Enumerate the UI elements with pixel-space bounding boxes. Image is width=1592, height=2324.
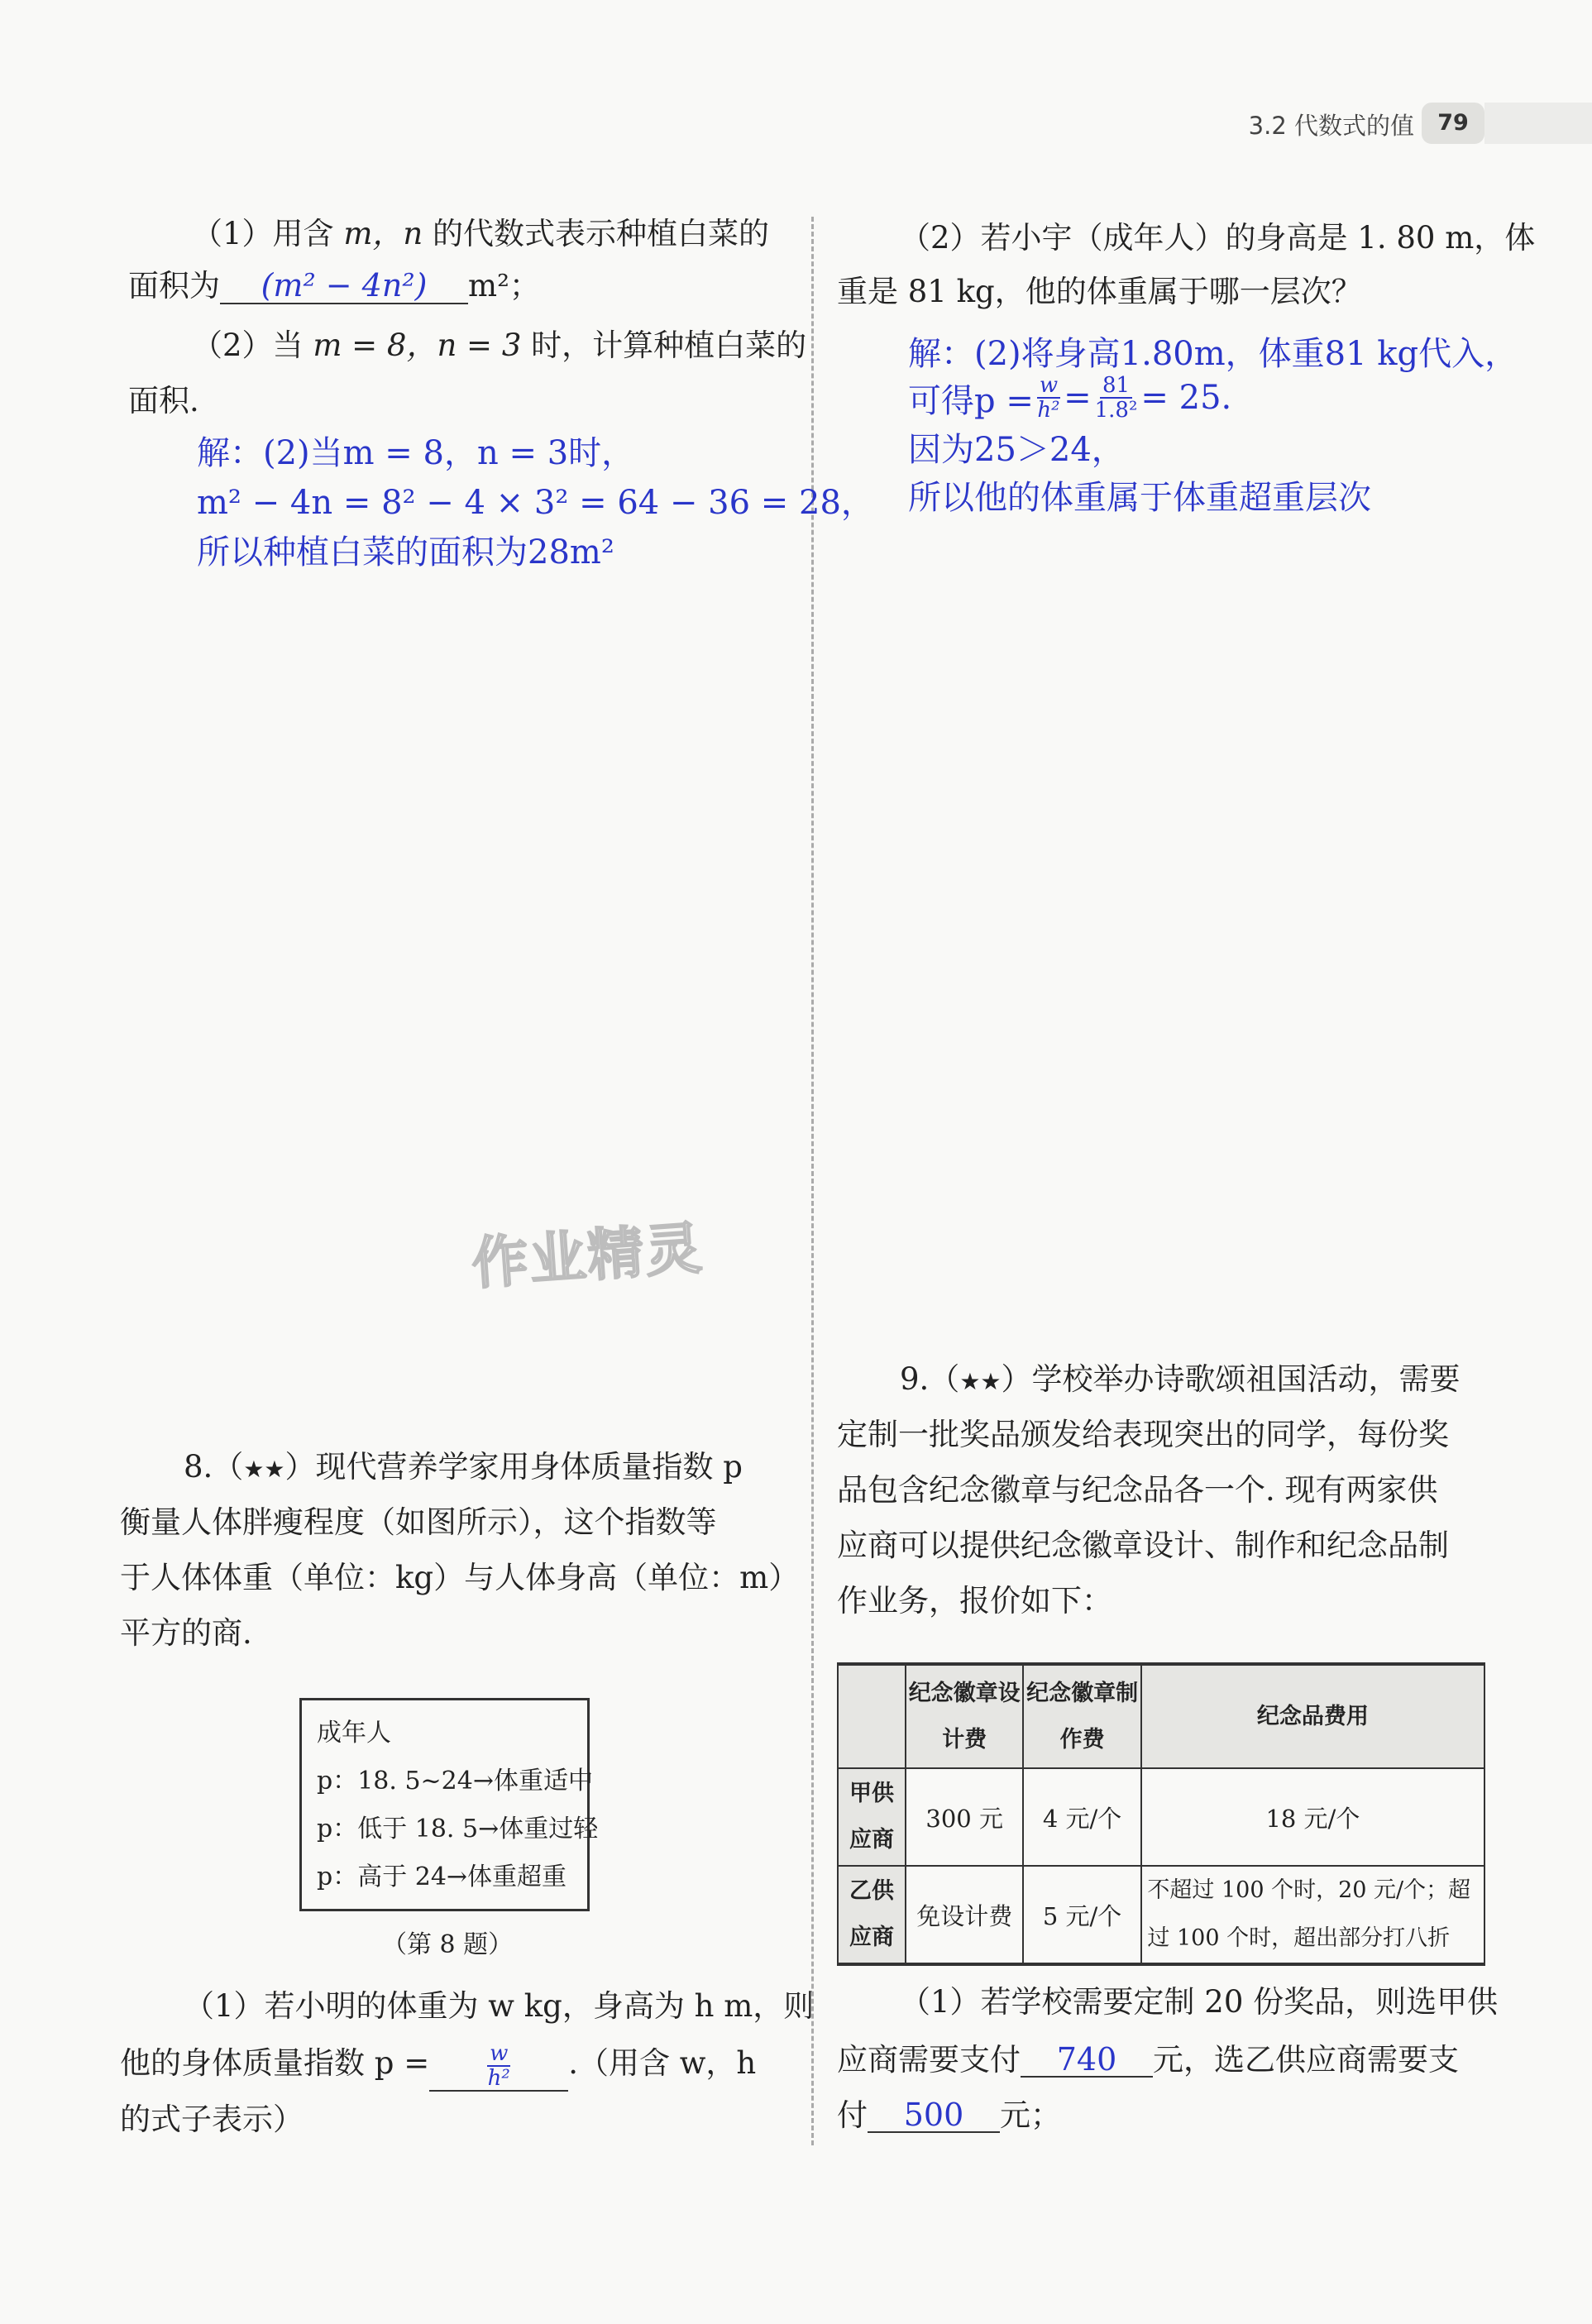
- table-header-cell: 纪念徽章制作费: [1023, 1664, 1140, 1768]
- q8-2-solution-3: 因为25＞24，: [908, 431, 1125, 469]
- q7-1-line1: （1）用含 m，n 的代数式表示种植白菜的: [192, 216, 769, 251]
- page-header: [1129, 98, 1592, 147]
- q7-2-line2: 面积.: [128, 383, 199, 418]
- q8-line2: 衡量人体胖瘦程度（如图所示），这个指数等: [120, 1504, 717, 1540]
- q9-1-answer-blank-a: 740: [1021, 2043, 1153, 2078]
- table-cell: 不超过 100 个时，20 元/个；超过 100 个时，超出部分打八折: [1141, 1866, 1484, 1964]
- q8-line3: 于人体体重（单位：kg）与人体身高（单位：m）: [120, 1560, 800, 1595]
- q9-line3: 品包含纪念徽章与纪念品各一个. 现有两家供: [837, 1472, 1438, 1508]
- difficulty-stars: ★★: [959, 1368, 1002, 1395]
- q8-line4: 平方的商.: [120, 1615, 252, 1651]
- q9-1-line2: 应商需要支付 740 元，选乙供应商需要支: [837, 2041, 1459, 2078]
- table-header-cell: 纪念品费用: [1141, 1664, 1484, 1768]
- q8-1-line3: 的式子表示）: [120, 2102, 304, 2137]
- q8-line1: 8.（★★）现代营养学家用身体质量指数 p: [184, 1449, 743, 1485]
- table-cell: 300 元: [906, 1768, 1023, 1866]
- q7-2-solution-2: m² − 4n = 8² − 4 × 3² = 64 − 36 = 28，: [197, 484, 874, 522]
- q7-2-solution-1: 解：(2)当m = 8，n = 3时，: [197, 434, 635, 472]
- table-row: [838, 1768, 1484, 1866]
- q9-1-answer-blank-b: 500: [868, 2098, 1000, 2133]
- section-title: 3.2 代数式的值: [1248, 112, 1414, 140]
- q8-1-answer-blank: $\frac{w}{\text{h²}}$: [429, 2042, 568, 2092]
- table-row-header: 甲供应商: [838, 1768, 906, 1866]
- bmi-info-box: [299, 1698, 599, 1911]
- page-number: 79: [1422, 103, 1484, 144]
- figure-caption: （第 8 题）: [382, 1930, 514, 1959]
- q8-2-solution-2: 可得p = $\frac{w}{\text{h²}}$ = $\frac{81}{\text{1.8²}}$ = 25.: [908, 373, 1232, 423]
- difficulty-stars: ★★: [243, 1456, 285, 1483]
- box-line-3: p：高于 24→体重超重: [317, 1863, 567, 1891]
- q8-1-line1: （1）若小明的体重为 w kg，身高为 h m，则: [184, 1988, 815, 2024]
- q8-2-line1: （2）若小宇（成年人）的身高是 1. 80 m，体: [900, 220, 1536, 256]
- q8-2-solution-4: 所以他的体重属于体重超重层次: [908, 479, 1371, 517]
- table-cell: 免设计费: [906, 1866, 1023, 1964]
- q9-line1: 9.（★★）学校举办诗歌颂祖国活动，需要: [900, 1361, 1461, 1397]
- q7-1-line2: 面积为 (m² − 4n²) m²；: [128, 267, 540, 304]
- q8-2-solution-1: 解：(2)将身高1.80m，体重81 kg代入，: [908, 335, 1518, 373]
- table-cell: 18 元/个: [1141, 1768, 1484, 1866]
- q7-1-answer-blank: (m² − 4n²): [220, 269, 468, 304]
- box-line-1: p：18. 5~24→体重适中: [317, 1767, 593, 1796]
- table-cell: 4 元/个: [1023, 1768, 1140, 1866]
- table-row-header: 乙供应商: [838, 1866, 906, 1964]
- q9-line2: 定制一批奖品颁发给表现突出的同学，每份奖: [837, 1417, 1449, 1452]
- box-title: 成年人: [317, 1719, 391, 1748]
- table-header-row: [838, 1664, 1484, 1768]
- q8-2-line2: 重是 81 kg，他的体重属于哪一层次？: [837, 274, 1362, 309]
- watermark: 作业精灵: [470, 1216, 705, 1298]
- price-table: [837, 1662, 1485, 1966]
- q8-1-line2: 他的身体质量指数 p = $\frac{w}{\text{h²}}$ .（用含 w，h: [120, 2040, 757, 2091]
- table-header-cell: 纪念徽章设计费: [906, 1664, 1023, 1768]
- q7-2-line1: （2）当 m = 8，n = 3 时，计算种植白菜的: [192, 328, 807, 363]
- table-cell: 5 元/个: [1023, 1866, 1140, 1964]
- header-tab: [1484, 103, 1592, 144]
- box-line-2: p：低于 18. 5→体重过轻: [317, 1815, 599, 1843]
- table-cell: [838, 1664, 906, 1768]
- q9-1-line3: 付 500 元；: [837, 2097, 1061, 2133]
- q9-line5: 作业务，报价如下：: [837, 1583, 1112, 1619]
- q9-1-line1: （1）若学校需要定制 20 份奖品，则选甲供: [900, 1984, 1499, 2020]
- table-row: [838, 1866, 1484, 1964]
- q7-2-solution-3: 所以种植白菜的面积为28m²: [197, 533, 614, 571]
- q9-line4: 应商可以提供纪念徽章设计、制作和纪念品制: [837, 1528, 1449, 1563]
